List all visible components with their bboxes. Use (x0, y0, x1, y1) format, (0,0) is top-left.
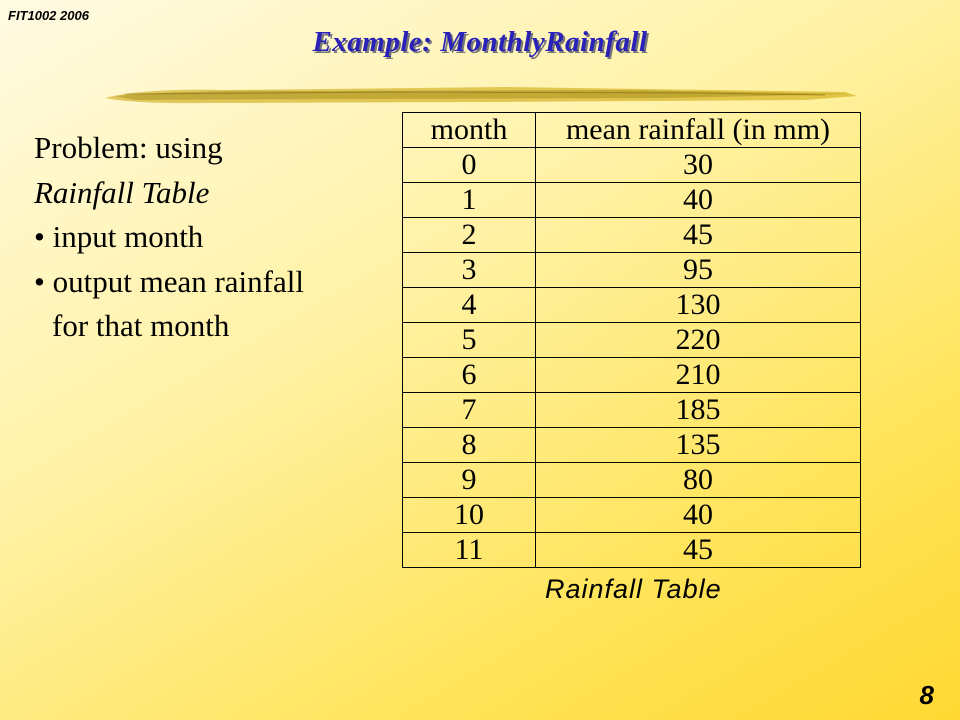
rainfall-cell: 45 (536, 533, 861, 568)
month-cell: 11 (403, 533, 536, 568)
slide-title: Example: MonthlyRainfall (312, 26, 648, 58)
month-cell: 9 (403, 463, 536, 498)
table-row (403, 183, 861, 218)
rainfall-cell: 30 (536, 148, 861, 183)
table-row (403, 358, 861, 393)
table-row (403, 218, 861, 253)
rainfall-cell: 130 (536, 288, 861, 323)
bullet-input-month: • input month (34, 219, 204, 254)
page-number: 8 (919, 680, 934, 710)
table-row (403, 148, 861, 183)
table-row (403, 323, 861, 358)
column-header-month: month (403, 113, 536, 148)
month-cell: 0 (403, 148, 536, 183)
table-row (403, 288, 861, 323)
course-label: FIT1002 2006 (8, 8, 89, 23)
month-cell: 5 (403, 323, 536, 358)
table-row (403, 498, 861, 533)
problem-description (34, 126, 384, 349)
table-row (403, 393, 861, 428)
table-row (403, 463, 861, 498)
rainfall-cell: 45 (536, 218, 861, 253)
brush-stroke-divider (105, 82, 860, 106)
table-row (403, 533, 861, 568)
month-cell: 3 (403, 253, 536, 288)
month-cell: 7 (403, 393, 536, 428)
month-cell: 2 (403, 218, 536, 253)
table-row (403, 253, 861, 288)
rainfall-cell: 95 (536, 253, 861, 288)
rainfall-table (402, 112, 861, 568)
bullet-output-rainfall: • output mean rainfall (34, 263, 304, 299)
month-cell: 8 (403, 428, 536, 463)
problem-line-italic: Rainfall Table (34, 174, 210, 210)
table-header-row (403, 113, 861, 148)
rainfall-cell: 220 (536, 323, 861, 358)
rainfall-cell: 185 (536, 393, 861, 428)
rainfall-cell: 80 (536, 463, 861, 498)
table-row (403, 428, 861, 463)
problem-line: Problem: using (34, 130, 223, 165)
rainfall-cell: 135 (536, 428, 861, 463)
column-header-rainfall: mean rainfall (in mm) (536, 113, 861, 148)
bullet-continuation: for that month (52, 308, 230, 343)
month-cell: 6 (403, 358, 536, 393)
rainfall-cell: 40 (536, 498, 861, 533)
table-caption: Rainfall Table (545, 574, 722, 604)
month-cell: 4 (403, 288, 536, 323)
rainfall-cell: 40 (536, 183, 861, 218)
month-cell: 1 (403, 183, 536, 218)
rainfall-cell: 210 (536, 358, 861, 393)
month-cell: 10 (403, 498, 536, 533)
